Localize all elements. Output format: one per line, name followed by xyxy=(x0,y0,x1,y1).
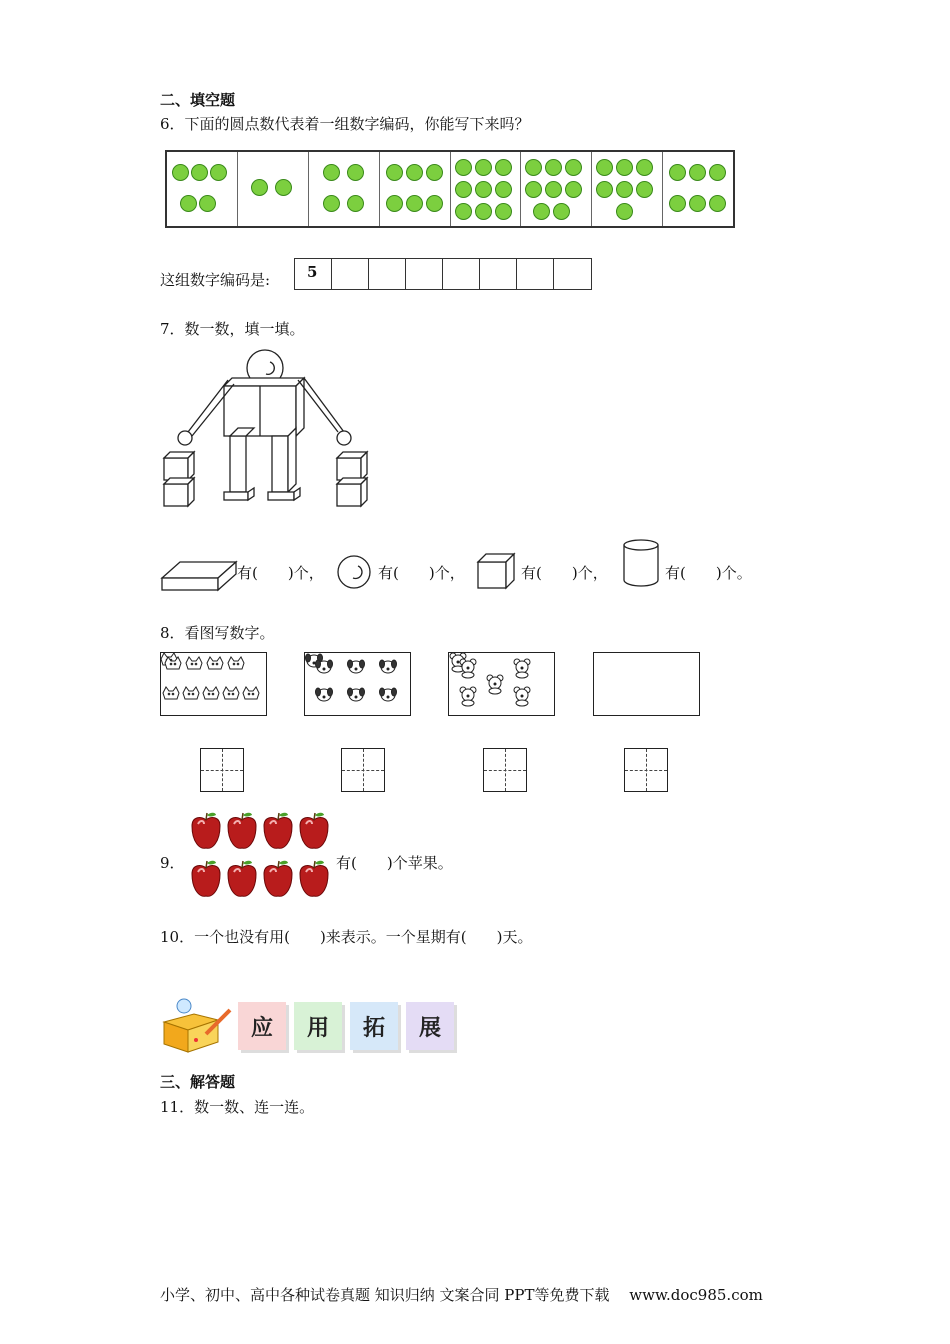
cuboid-icon xyxy=(160,556,238,592)
question-9-number: 9． xyxy=(160,854,185,872)
dot-code-strip xyxy=(165,150,735,228)
code-answer-label: 这组数字编码是: xyxy=(160,271,271,289)
cube-icon xyxy=(476,552,518,590)
apple-count[interactable]: 有( )个苹果。 xyxy=(336,854,453,872)
apples-figure xyxy=(186,808,336,904)
cylinder-count[interactable]: 有( )个。 xyxy=(665,564,752,582)
code-box[interactable] xyxy=(332,259,369,289)
cylinder-icon xyxy=(622,538,662,588)
sphere-count[interactable]: 有( )个， xyxy=(378,564,465,582)
dot-cell-2 xyxy=(238,152,309,226)
code-box[interactable]: 5 xyxy=(295,259,332,289)
code-box[interactable] xyxy=(443,259,480,289)
section-title: 三、解答题 xyxy=(160,1073,236,1091)
banner-tile: 应 xyxy=(238,1002,286,1050)
banner-tile: 拓 xyxy=(350,1002,398,1050)
question-11-text: 11．数一数、连一连。 xyxy=(160,1098,315,1116)
question-7-text: 7．数一数，填一填。 xyxy=(160,320,305,338)
treasure-box-icon xyxy=(158,996,234,1056)
code-box[interactable] xyxy=(369,259,406,289)
dot-cell-8 xyxy=(521,152,592,226)
code-box[interactable] xyxy=(406,259,443,289)
cuboid-count[interactable]: 有( )个， xyxy=(237,564,324,582)
dot-cell-9 xyxy=(451,152,522,226)
dot-cell-7 xyxy=(592,152,663,226)
answer-grid-box[interactable] xyxy=(624,748,668,792)
dot-cell-6b xyxy=(663,152,733,226)
picture-empty xyxy=(593,652,700,716)
section-title: 二、填空题 xyxy=(160,91,236,109)
question-8-text: 8．看图写数字。 xyxy=(160,624,275,642)
picture-cats xyxy=(160,652,267,716)
banner-tile: 用 xyxy=(294,1002,342,1050)
code-box[interactable] xyxy=(517,259,554,289)
dot-cell-5 xyxy=(167,152,238,226)
code-box[interactable] xyxy=(480,259,517,289)
page-footer: 小学、初中、高中各种试卷真题 知识归纳 文案合同 PPT等免费下载 www.doc985.com xyxy=(160,1286,763,1304)
robot-shapes-figure xyxy=(158,348,373,513)
cube-count[interactable]: 有( )个， xyxy=(521,564,608,582)
picture-bears xyxy=(448,652,555,716)
code-answer-boxes[interactable] xyxy=(294,258,592,290)
sphere-icon xyxy=(336,554,374,590)
code-box[interactable] xyxy=(554,259,591,289)
picture-dogs xyxy=(304,652,411,716)
banner-tile: 展 xyxy=(406,1002,454,1050)
question-6-text: 6．下面的圆点数代表着一组数字编码，你能写下来吗？ xyxy=(160,115,530,133)
answer-grid-box[interactable] xyxy=(483,748,527,792)
question-10-text[interactable]: 10．一个也没有用( )来表示。一个星期有( )天。 xyxy=(160,928,533,946)
dot-cell-6 xyxy=(380,152,451,226)
dot-cell-4 xyxy=(309,152,380,226)
answer-grid-box[interactable] xyxy=(200,748,244,792)
answer-grid-box[interactable] xyxy=(341,748,385,792)
